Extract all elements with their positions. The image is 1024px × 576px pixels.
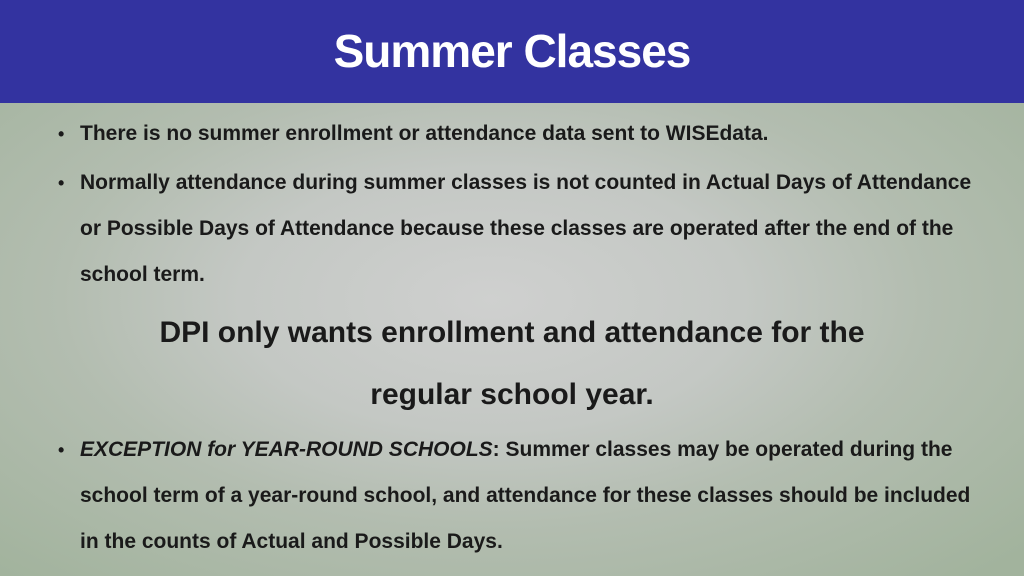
bullet-item-exception	[58, 427, 978, 565]
slide-body	[0, 103, 1024, 576]
exception-text-wrapper	[80, 427, 978, 565]
exception-label: EXCEPTION for YEAR-ROUND SCHOOLS	[80, 438, 493, 461]
bullet-icon: •	[58, 124, 65, 144]
emphasis-statement	[0, 302, 1024, 426]
bullet-item	[58, 111, 978, 157]
exception-text: : Summer classes may be operated during the school term of a year-round school, and attendance for these classes should be included in the counts of Actual and Possible Days.	[80, 438, 971, 553]
bullet-text: Normally attendance during summer classes is not counted in Actual Days of Attendance or Possible Days of Attendance because these classes are operated after the end of the school term.	[80, 171, 972, 286]
bullet-icon: •	[58, 440, 65, 460]
bullet-text: There is no summer enrollment or attendance data sent to WISEdata.	[80, 122, 769, 145]
slide-title: Summer Classes	[333, 24, 691, 77]
emphasis-text: DPI only wants enrollment and attendance for the regular school year.	[159, 316, 865, 411]
bullet-item	[58, 160, 978, 298]
title-bar	[0, 0, 1024, 103]
bullet-icon: •	[58, 173, 65, 193]
